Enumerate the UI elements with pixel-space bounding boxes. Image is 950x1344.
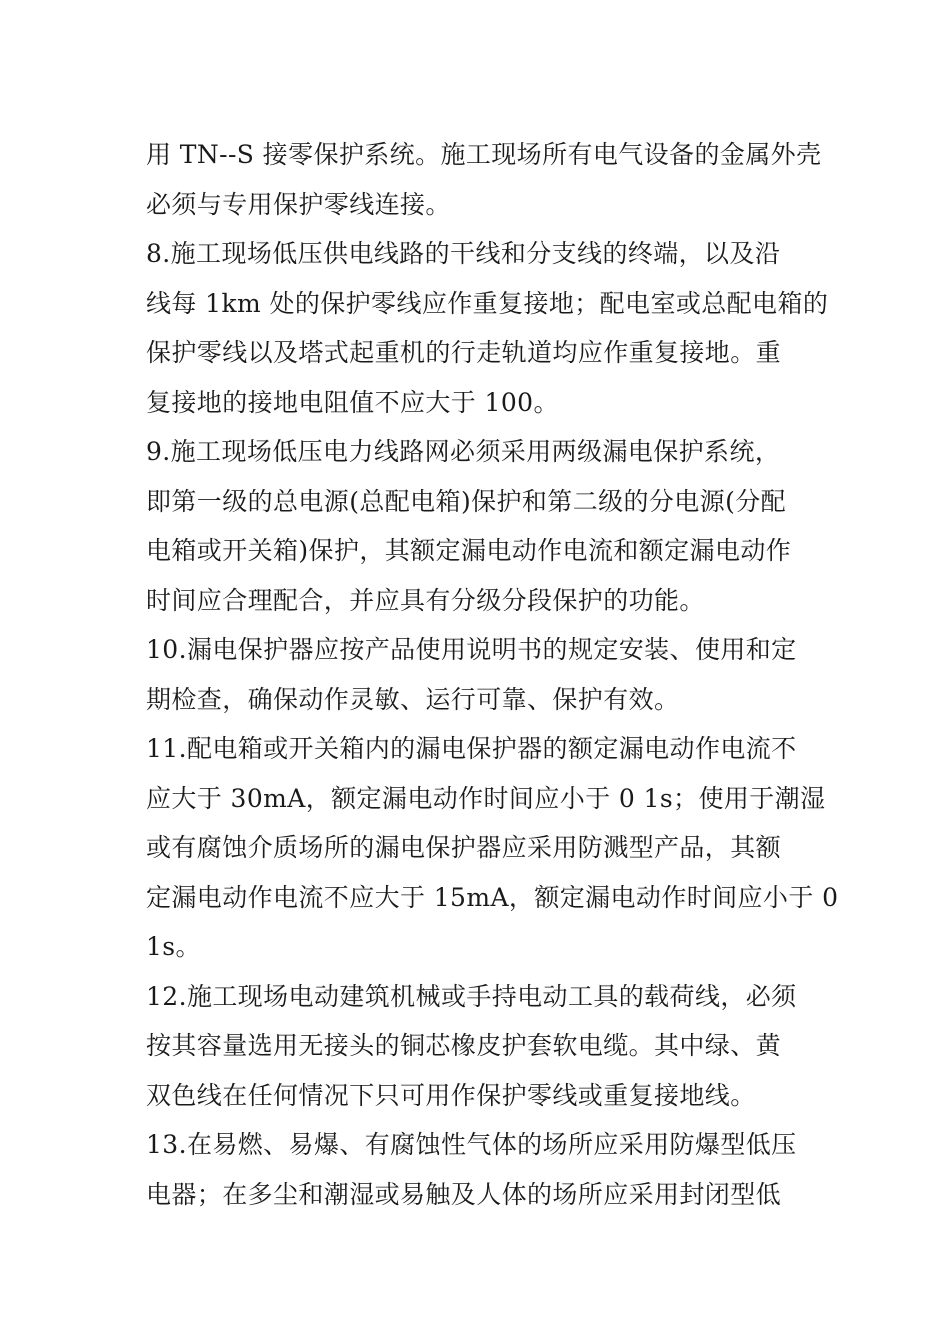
text-line: 电箱或开关箱)保护，其额定漏电动作电流和额定漏电动作 [146,536,792,565]
text-line: 11.配电箱或开关箱内的漏电保护器的额定漏电动作电流不 [146,734,797,763]
text-line: 保护零线以及塔式起重机的行走轨道均应作重复接地。重 [146,338,782,367]
text-line: 9.施工现场低压电力线路网必须采用两级漏电保护系统， [146,437,781,466]
text-line: 线每 1km 处的保护零线应作重复接地；配电室或总配电箱的 [146,288,829,318]
text-line: 按其容量选用无接头的铜芯橡皮护套软电缆。其中绿、黄 [146,1031,782,1060]
text-line: 13.在易燃、易爆、有腐蚀性气体的场所应采用防爆型低压 [146,1130,797,1159]
document-body [146,130,839,1219]
text-line: 12.施工现场电动建筑机械或手持电动工具的载荷线，必须 [146,981,797,1011]
text-line: 即第一级的总电源(总配电箱)保护和第二级的分电源(分配 [146,486,787,516]
text-line: 复接地的接地电阻值不应大于 100。 [146,387,559,417]
text-line: 应大于 30mA，额定漏电动作时间应小于 0 1s；使用于潮湿 [146,783,826,813]
text-line: 时间应合理配合，并应具有分级分段保护的功能。 [146,585,705,615]
text-line: 或有腐蚀介质场所的漏电保护器应采用防溅型产品，其额 [146,833,782,862]
text-line: 1s。 [146,932,201,961]
text-line: 必须与专用保护零线连接。 [146,189,451,219]
text-line: 期检查，确保动作灵敏、运行可靠、保护有效。 [146,684,680,714]
text-line: 用 TN--S 接零保护系统。施工现场所有电气设备的金属外壳 [146,140,822,169]
text-line: 双色线在任何情况下只可用作保护零线或重复接地线。 [146,1080,756,1110]
text-line: 10.漏电保护器应按产品使用说明书的规定安装、使用和定 [146,635,797,664]
text-line: 定漏电动作电流不应大于 15mA，额定漏电动作时间应小于 0 [146,882,839,912]
text-line: 电器；在多尘和潮湿或易触及人体的场所应采用封闭型低 [146,1179,782,1209]
text-line: 8.施工现场低压供电线路的干线和分支线的终端，以及沿 [146,239,781,268]
